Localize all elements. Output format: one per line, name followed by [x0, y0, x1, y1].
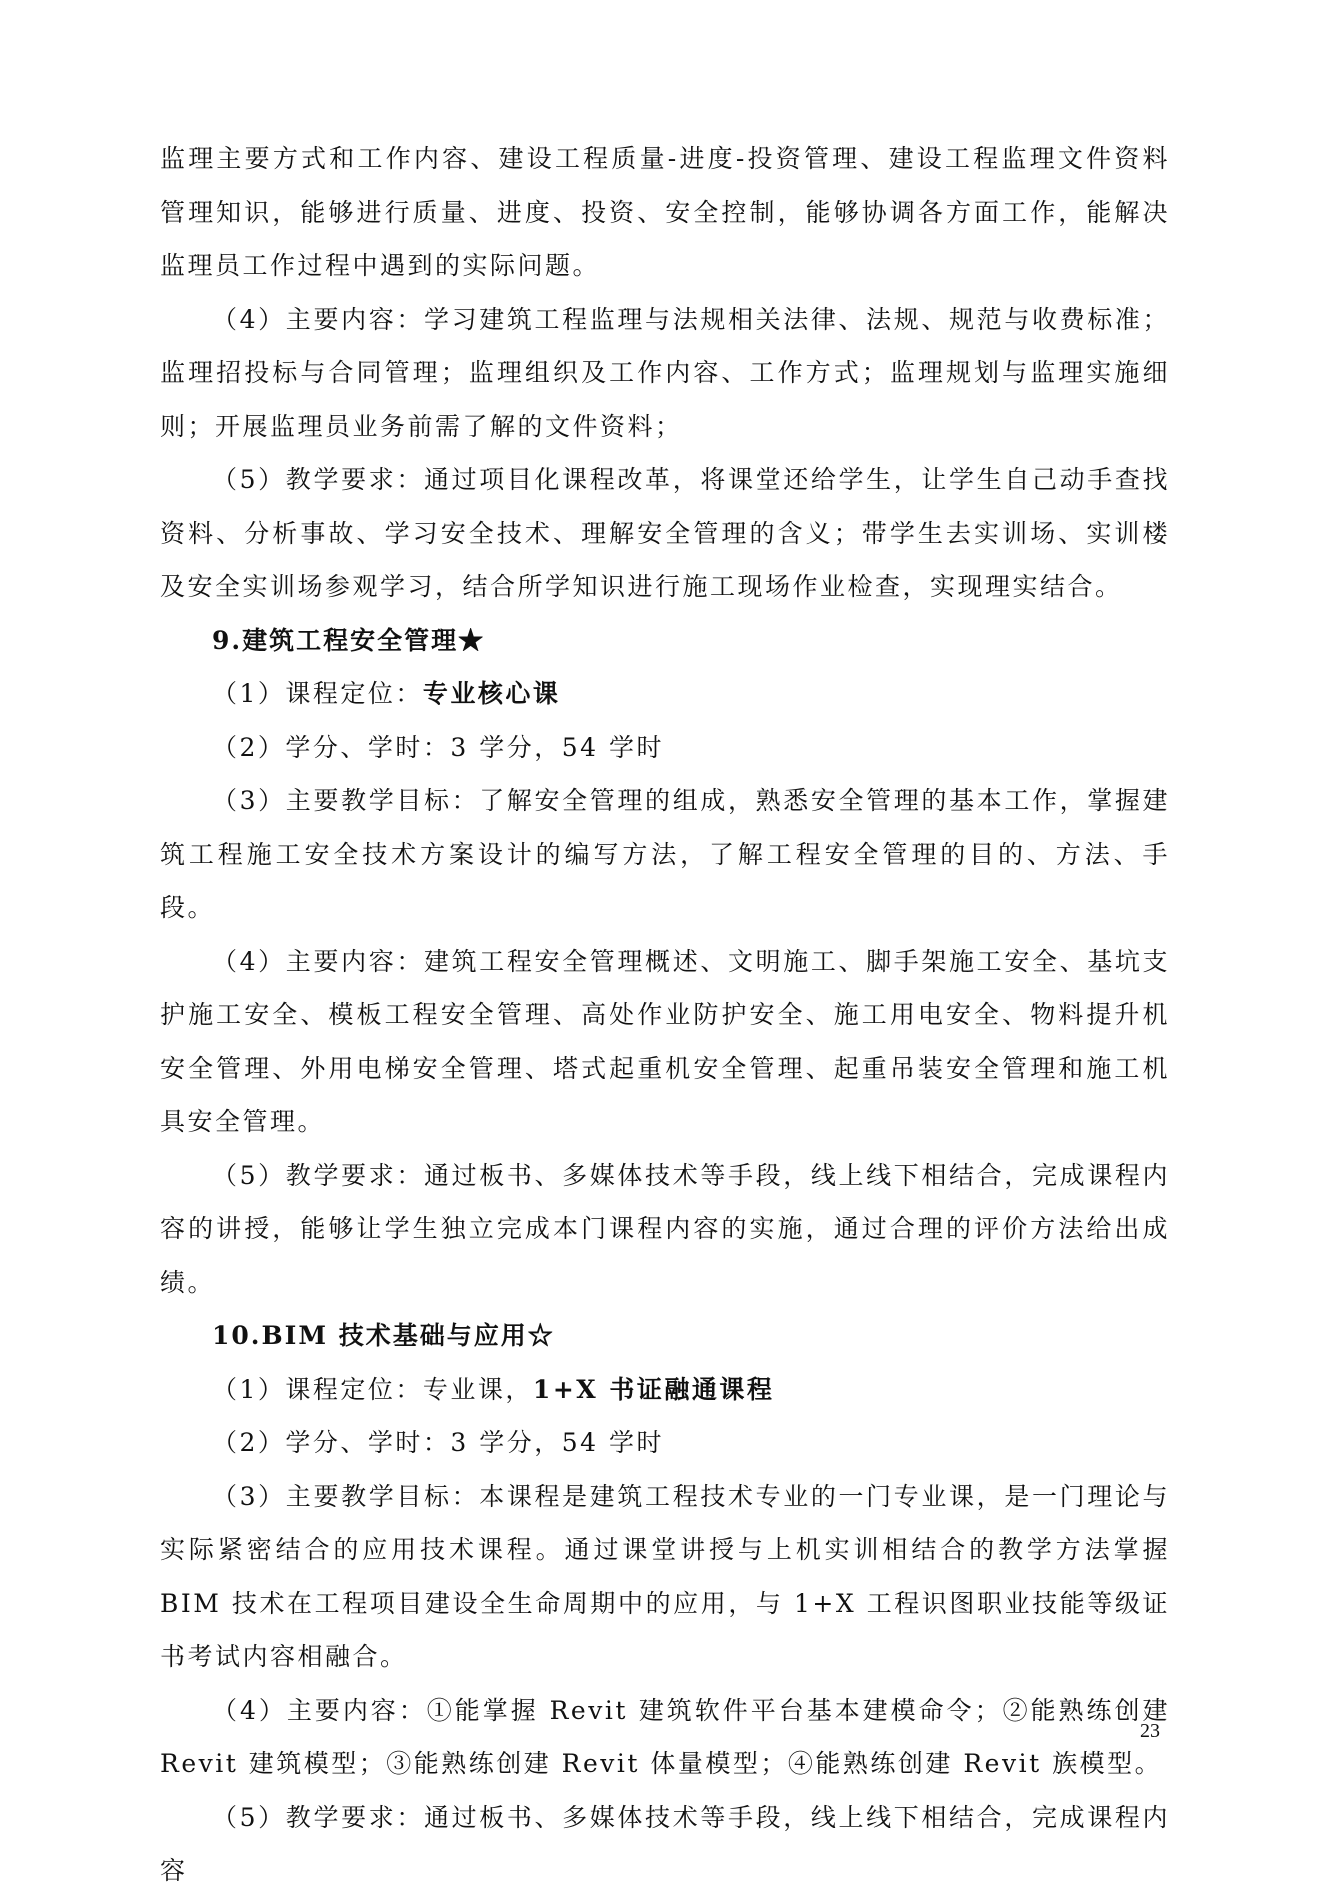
paragraph: （2）学分、学时：3 学分，54 学时 [212, 1428, 665, 1457]
paragraph: （5）教学要求：通过项目化课程改革，将课堂还给学生，让学生自己动手查找资料、分析事故、学习安全技术、理解安全管理的含义；带学生去实训场、实训楼及安全实训场参观学习，结合所学知识进行施工现场作业检查，实现理实结合。 [160, 465, 1170, 601]
paragraph-label: （1）课程定位：专业课， [212, 1374, 533, 1404]
page-number: 23 [1140, 1720, 1160, 1742]
paragraph: （4）主要内容：建筑工程安全管理概述、文明施工、脚手架施工安全、基坑支护施工安全、模板工程安全管理、高处作业防护安全、施工用电安全、物料提升机安全管理、外用电梯安全管理、塔式起重机安全管理、起重吊装安全管理和施工机具安全管理。 [160, 946, 1170, 1136]
paragraph: （5）教学要求：通过板书、多媒体技术等手段，线上线下相结合，完成课程内容的讲授，能够让学生独立完成本门课程内容的实施，通过合理的评价方法给出成绩。 [160, 1160, 1170, 1297]
paragraph: （2）学分、学时：3 学分，54 学时 [212, 732, 665, 762]
paragraph: （4）主要内容：学习建筑工程监理与法规相关法律、法规、规范与收费标准；监理招投标与合同管理；监理组织及工作内容、工作方式；监理规划与监理实施细则；开展监理员业务前需了解的文件资料； [160, 304, 1170, 441]
paragraph-label: （1）课程定位： [212, 679, 423, 708]
paragraph: （5）教学要求：通过板书、多媒体技术等手段，线上线下相结合，完成课程内容 [160, 1802, 1170, 1885]
paragraph [160, 667, 1170, 721]
paragraph: （3）主要教学目标：了解安全管理的组成，熟悉安全管理的基本工作，掌握建筑工程施工安全技术方案设计的编写方法，了解工程安全管理的目的、方法、手段。 [160, 786, 1170, 922]
bold-value: 专业核心课 [422, 679, 561, 708]
paragraph: 监理主要方式和工作内容、建设工程质量-进度-投资管理、建设工程监理文件资料管理知识，能够进行质量、进度、投资、安全控制，能够协调各方面工作，能解决监理员工作过程中遇到的实际问题。 [160, 144, 1170, 280]
paragraph: （3）主要教学目标：本课程是建筑工程技术专业的一门专业课，是一门理论与实际紧密结合的应用技术课程。通过课堂讲授与上机实训相结合的教学方法掌握 BIM 技术在工程项目建设全生命周期中的应用，与 1+X 工程识图职业技能等级证书考试内容相融合。 [160, 1481, 1170, 1671]
section-heading: 10.BIM 技术基础与应用☆ [212, 1321, 555, 1350]
section-heading: 9.建筑工程安全管理★ [212, 625, 486, 655]
paragraph: （4）主要内容：①能掌握 Revit 建筑软件平台基本建模命令；②能熟练创建 Revit 建筑模型；③能熟练创建 Revit 体量模型；④能熟练创建 Revit 族模型。 [160, 1695, 1170, 1778]
paragraph [160, 1363, 1170, 1417]
document-body [160, 132, 1170, 1898]
bold-value: 1+X 书证融通课程 [532, 1374, 775, 1404]
